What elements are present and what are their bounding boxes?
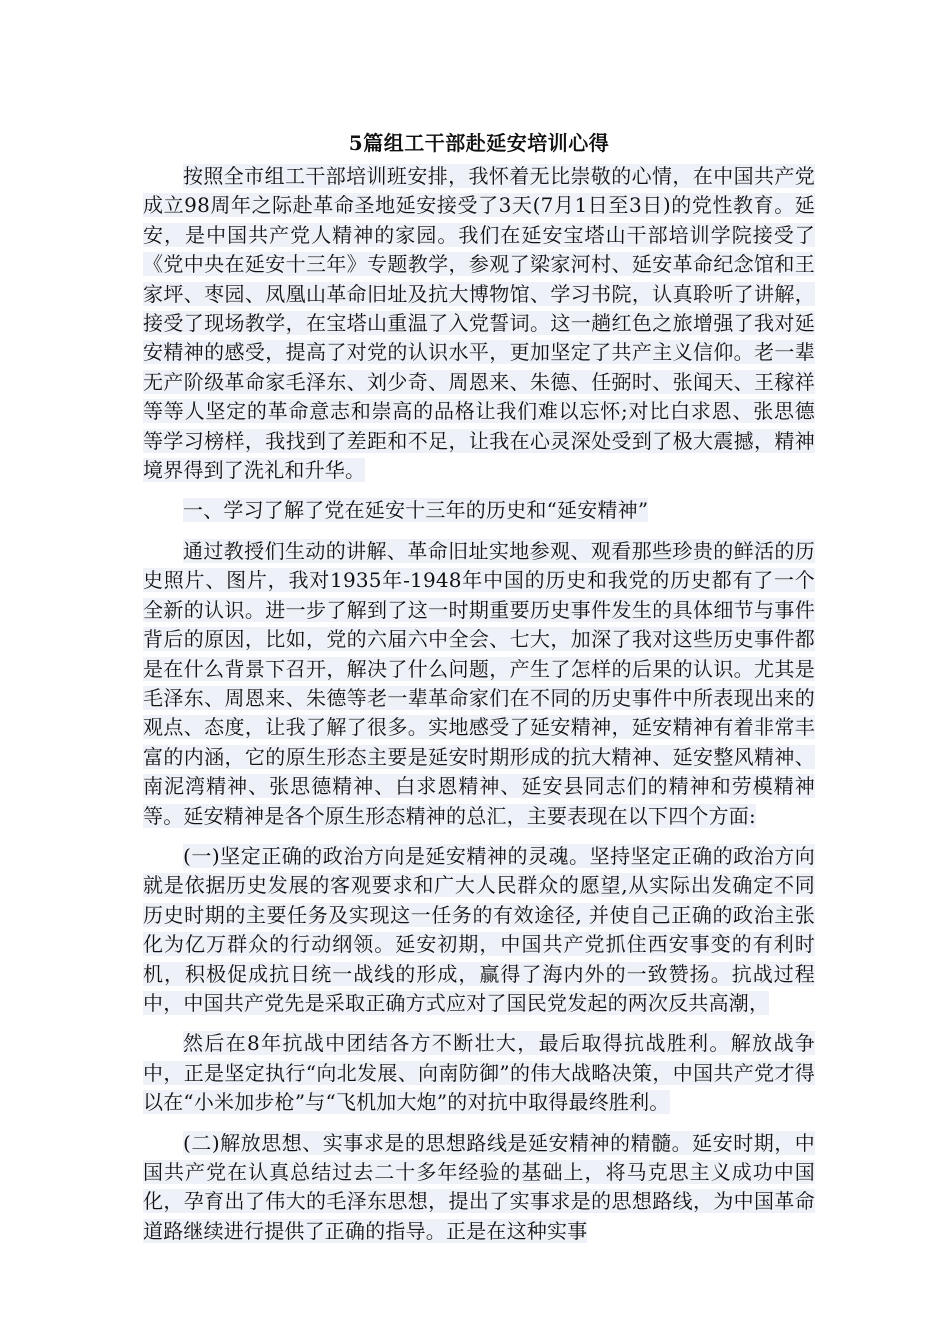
document-body [143, 128, 815, 1257]
paragraph-point-1-text: (一)坚定正确的政治方向是延安精神的灵魂。坚持坚定正确的政治方向就是依据历史发展的客观要求和广大人民群众的愿望,从实际出发确定不同历史时期的主要任务及实现这一任务的有效途径, 并使自己正确的政治主张化为亿万群众的行动纲领。延安初期，中国共产党抓住西安事变的有利时机，积极促成抗日统一战线的形成，赢得了海内外的一致赞扬。抗战过程中，中国共产党先是采取正确方式应对了国民党发起的两次反共高潮， [143, 843, 815, 1015]
section-heading-1 [143, 496, 815, 525]
paragraph-point-1 [143, 842, 815, 1018]
paragraph-point-2 [143, 1129, 815, 1247]
paragraph-point-1-cont-text: 然后在8年抗战中团结各方不断壮大，最后取得抗战胜利。解放战争中，正是坚定执行“向北发展、向南防御”的伟大战略决策，中国共产党才得以在“小米加步枪”与“飞机加大炮”的对抗中取得最终胜利。 [143, 1031, 815, 1115]
paragraph-intro [143, 162, 815, 485]
paragraph-point-1-cont [143, 1029, 815, 1117]
section-heading-1-text: 一、学习了解了党在延安十三年的历史和“延安精神” [183, 498, 649, 523]
paragraph-point-2-text: (二)解放思想、实事求是的思想路线是延安精神的精髓。延安时期，中国共产党在认真总结过去二十多年经验的基础上，将马克思主义成功中国化，孕育出了伟大的毛泽东思想，提出了实事求是的思想路线，为中国革命道路继续进行提供了正确的指导。正是在这种实事 [143, 1130, 815, 1243]
paragraph-history [143, 537, 815, 831]
document-title: 5篇组工干部赴延安培训心得 [348, 131, 610, 155]
paragraph-history-text: 通过教授们生动的讲解、革命旧址实地参观、观看那些珍贵的鲜活的历史照片、图片，我对1935年-1948年中国的历史和我党的历史都有了一个全新的认识。进一步了解到了这一时期重要历史事件发生的具体细节与事件背后的原因，比如，党的六届六中全会、七大，加深了我对这些历史事件都是在什么背景下召开，解决了什么问题，产生了怎样的后果的认识。尤其是毛泽东、周恩来、朱德等老一辈革命家们在不同的历史事件中所表现出来的观点、态度，让我了解了很多。实地感受了延安精神，延安精神有着非常丰富的内涵，它的原生形态主要是延安时期形成的抗大精神、延安整风精神、南泥湾精神、张思德精神、白求恩精神、延安县同志们的精神和劳模精神等。延安精神是各个原生形态精神的总汇，主要表现在以下四个方面: [143, 538, 815, 828]
paragraph-intro-text: 按照全市组工干部培训班安排，我怀着无比崇敬的心情，在中国共产党成立98周年之际赴革命圣地延安接受了3天(7月1日至3日)的党性教育。延安，是中国共产党人精神的家园。我们在延安宝塔山干部培训学院接受了《党中央在延安十三年》专题教学，参观了梁家河村、延安革命纪念馆和王家坪、枣园、凤凰山革命旧址及抗大博物馆、学习书院，认真聆听了讲解，接受了现场教学，在宝塔山重温了入党誓词。这一趟红色之旅增强了我对延安精神的感受，提高了对党的认识水平，更加坚定了共产主义信仰。老一辈无产阶级革命家毛泽东、刘少奇、周恩来、朱德、任弼时、张闻天、王稼祥等等人坚定的革命意志和崇高的品格让我们难以忘怀;对比白求恩、张思德等学习榜样，我找到了差距和不足，让我在心灵深处受到了极大震撼，精神境界得到了洗礼和升华。 [143, 164, 815, 483]
